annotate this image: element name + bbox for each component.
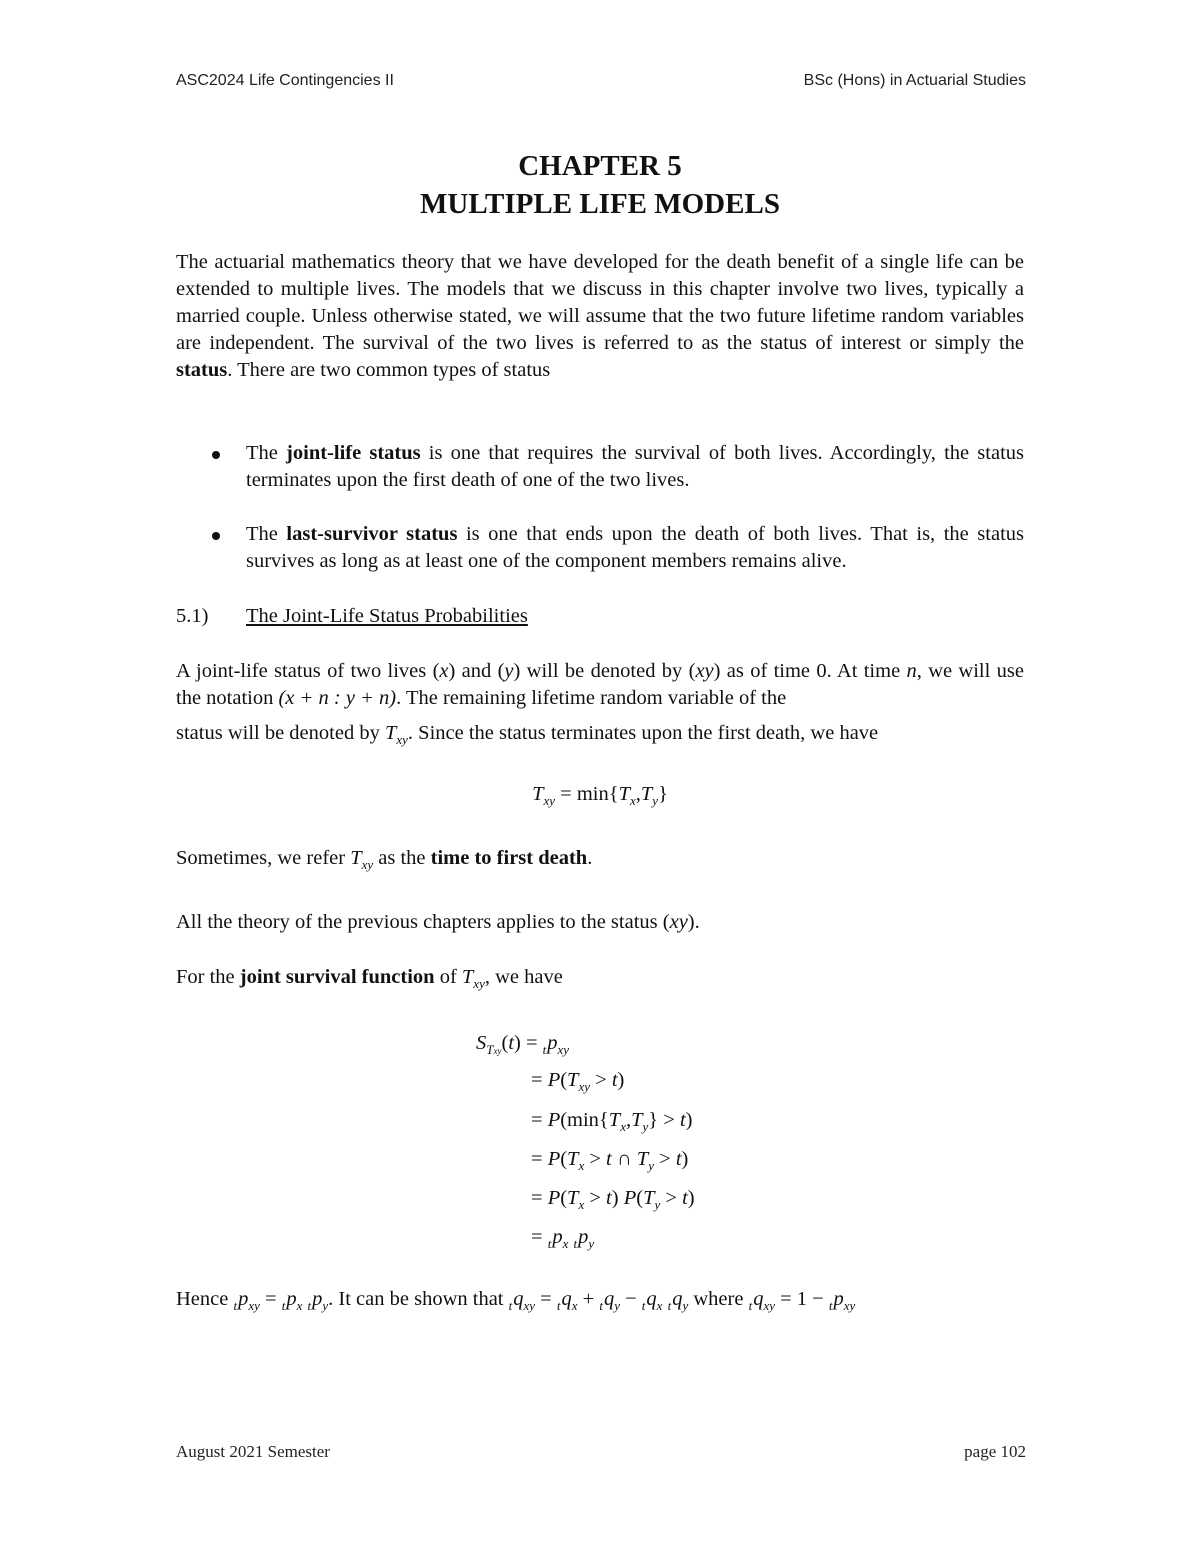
notation-expression: (x + n : y + n) xyxy=(278,687,397,709)
intro-text-1: The actuarial mathematics theory that we have developed for the death benefit of a single life can be extended to multiple lives. The models that we discuss in this chapter involve two lives, typically a married couple. Unless otherwise stated, we will assume that the two future lifetime random variables are independent. The survival of the two lives is referred to as the status of interest or simply the xyxy=(176,251,1024,354)
eq-row-1: = $P(T_{xy} > t)$ xyxy=(531,1069,625,1094)
var-T: T xyxy=(384,722,397,744)
subscript-x: x xyxy=(629,793,636,808)
var-x: x xyxy=(439,660,449,682)
term-joint-survival-function: joint survival function xyxy=(239,966,435,988)
eq-row-0: $S_{Txy}(t) = _tp_{xy}$ xyxy=(476,1032,570,1057)
joint-line-3 xyxy=(176,720,1024,753)
text: ) as of time 0. At time xyxy=(713,660,907,682)
text: . xyxy=(587,847,593,869)
text: Hence xyxy=(176,1288,234,1310)
subscript-xy: xy xyxy=(361,857,374,872)
var-xy: xy xyxy=(695,660,714,682)
var-y: y xyxy=(504,660,514,682)
joint-survival-line xyxy=(176,966,563,992)
var-T: T xyxy=(350,847,362,869)
text: , we have xyxy=(484,966,563,988)
text: Sometimes, we refer xyxy=(176,847,351,869)
var-n: n xyxy=(906,660,917,682)
bullet-term: joint-life status xyxy=(286,442,421,464)
var-T: T xyxy=(532,783,544,805)
footer-semester: August 2021 Semester xyxy=(176,1442,330,1461)
equation-min xyxy=(0,783,1200,809)
comma: , xyxy=(635,783,641,805)
bullet-text: is one that ends upon the death of both lives. That is, the status survives as long as at least one of the component members remains alive. xyxy=(246,523,1024,572)
text: as the xyxy=(373,847,431,869)
chapter-number: CHAPTER 5 xyxy=(518,150,682,182)
text: ) and ( xyxy=(448,660,505,682)
text: ) will be denoted by ( xyxy=(513,660,696,682)
text: ). xyxy=(687,911,700,933)
intro-bold-status: status xyxy=(176,359,228,381)
eq-row-2: = $P(\min\{T_x,T_y\} > t)$ xyxy=(531,1109,693,1134)
text: A joint-life status of two lives ( xyxy=(176,660,440,682)
bullet-last-survivor xyxy=(176,521,1024,575)
subscript-y: y xyxy=(652,793,659,808)
section-number: 5.1) xyxy=(176,605,209,627)
eq-row-4: = $P(T_x > t) P(T_y > t)$ xyxy=(531,1187,695,1212)
eq-row-3: = $P(T_x > t$ ∩ $T_y > t$) xyxy=(531,1148,689,1173)
bullet-text: The xyxy=(246,442,287,464)
var-xy: xy xyxy=(669,911,688,933)
sometimes-line xyxy=(176,847,592,873)
all-theory-line xyxy=(176,911,700,934)
text: . It can be shown that xyxy=(328,1288,509,1310)
eq-row-5: = $_tp_x$ $_tp_y$ xyxy=(531,1226,595,1251)
hence-line: Hence $_tp_{xy} = _tp_x$ $_tp_y$. It can be shown that $_tq_{xy} = _tq_x + _tq_y - _tq_x$ $_tq_y$ where $_tq_{xy} = 1 - _tp_{xy}$ xyxy=(176,1288,856,1313)
text: For the xyxy=(176,966,240,988)
joint-life-paragraph xyxy=(176,658,1024,753)
subscript-xy: xy xyxy=(543,793,556,808)
section-title: The Joint-Life Status Probabilities xyxy=(246,605,528,627)
text: . Since the status terminates upon the first death, we have xyxy=(407,722,879,744)
bullet-text: The xyxy=(246,523,287,545)
bullet-text: is one that requires the survival of both lives. Accordingly, the status terminates upon the first death of one of the two lives. xyxy=(246,442,1024,491)
bullet-dot-icon xyxy=(212,451,220,459)
bullet-term: last-survivor status xyxy=(286,523,458,545)
var-T: T xyxy=(461,966,474,988)
footer-page-number: page 102 xyxy=(964,1442,1026,1461)
text: of xyxy=(434,966,462,988)
text: status will be denoted by xyxy=(176,722,385,744)
intro-paragraph xyxy=(176,249,1024,384)
bullet-dot-icon xyxy=(212,532,220,540)
chapter-title: MULTIPLE LIFE MODELS xyxy=(420,188,780,220)
header-programme: BSc (Hons) in Actuarial Studies xyxy=(803,72,1026,89)
text: , we will use the notation xyxy=(176,660,1024,709)
text: All the theory of the previous chapters applies to the status ( xyxy=(176,911,670,933)
brace: } xyxy=(658,783,668,805)
operator: = min{ xyxy=(555,783,619,805)
intro-text-2: . There are two common types of status xyxy=(227,359,551,381)
subscript-xy: xy xyxy=(396,732,408,747)
term-time-to-first-death: time to first death xyxy=(430,847,588,869)
bullet-joint-life xyxy=(176,440,1024,494)
text: . The remaining lifetime random variable of the xyxy=(396,687,787,709)
text: where xyxy=(688,1288,749,1310)
var-T: T xyxy=(640,783,653,805)
subscript-xy: xy xyxy=(473,976,485,991)
header-course-title: ASC2024 Life Contingencies II xyxy=(176,72,394,89)
var-T: T xyxy=(618,783,630,805)
